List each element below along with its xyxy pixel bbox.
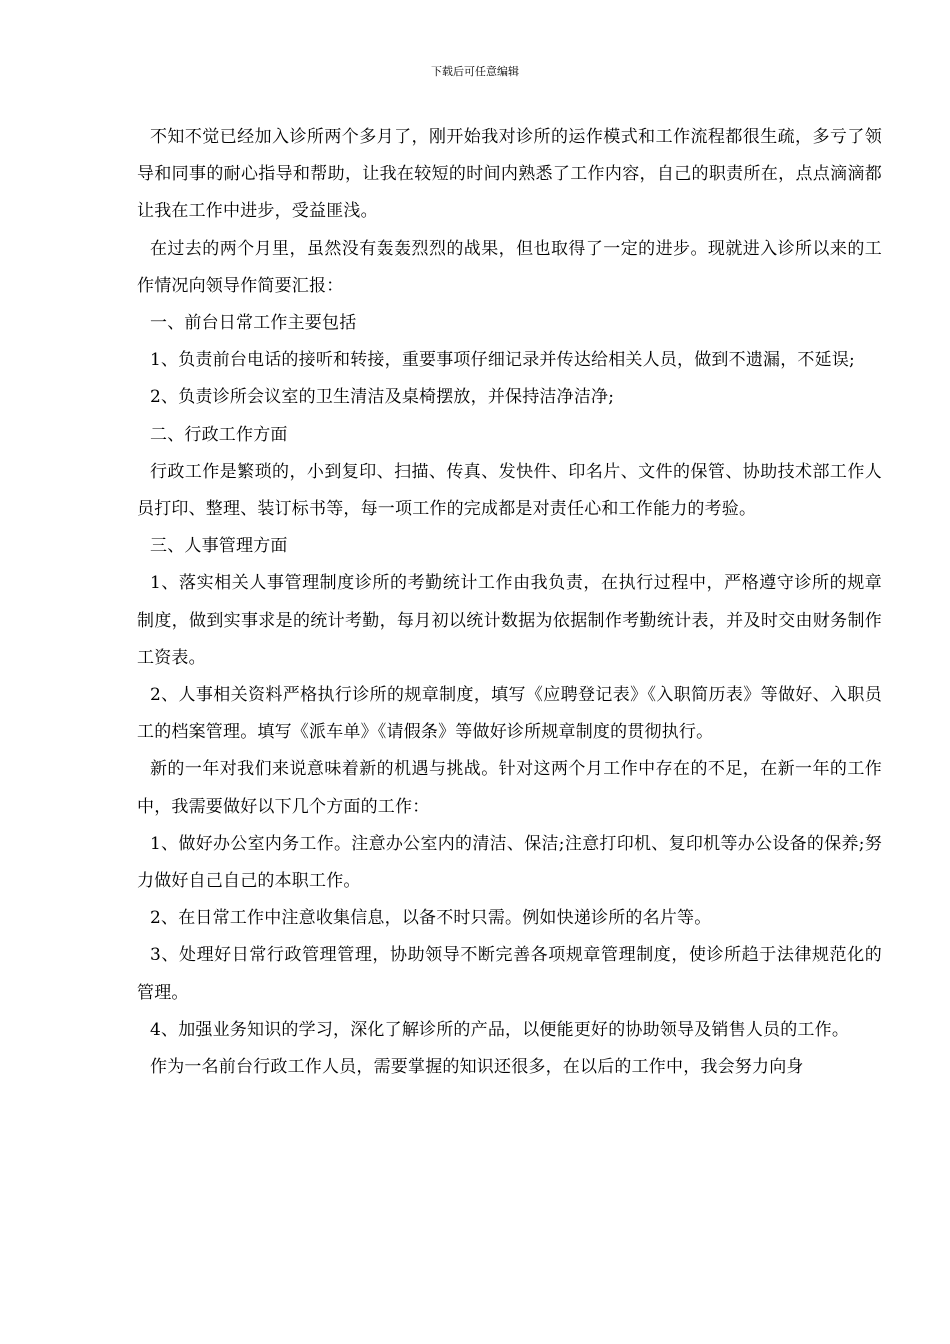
page-header: 下载后可任意编辑 (431, 65, 519, 78)
list-item: 3、处理好日常行政管理管理，协助领导不断完善各项规章管理制度，使诊所趋于法律规范化的管理。 (137, 945, 882, 1003)
paragraph-admin: 行政工作是繁琐的，小到复印、扫描、传真、发快件、印名片、文件的保管、协助技术部工作人员打印、整理、装订标书等，每一项工作的完成都是对责任心和工作能力的考验。 (137, 461, 882, 520)
paragraph-summary: 在过去的两个月里，虽然没有轰轰烈烈的战果，但也取得了一定的进步。现就进入诊所以来的工作情况向领导作简要汇报： (137, 238, 882, 296)
section-heading-front-desk: 一、前台日常工作主要包括 (150, 313, 357, 334)
section-heading-admin: 二、行政工作方面 (150, 424, 288, 445)
list-item: 1、负责前台电话的接听和转接，重要事项仔细记录并传达给相关人员，做到不遗漏，不延误; (150, 350, 855, 371)
paragraph-closing: 作为一名前台行政工作人员，需要掌握的知识还很多，在以后的工作中，我会努力向身 (150, 1057, 804, 1078)
list-item: 4、加强业务知识的学习，深化了解诊所的产品，以便能更好的协助领导及销售人员的工作。 (150, 1019, 850, 1040)
document-body (137, 119, 882, 1086)
paragraph-new-year: 新的一年对我们来说意味着新的机遇与挑战。针对这两个月工作中存在的不足，在新一年的工作中，我需要做好以下几个方面的工作： (137, 759, 882, 817)
list-item: 1、落实相关人事管理制度诊所的考勤统计工作由我负责，在执行过程中，严格遵守诊所的规章制度，做到实事求是的统计考勤，每月初以统计数据为依据制作考勤统计表，并及时交由财务制作工资表。 (137, 573, 882, 668)
paragraph-intro: 不知不觉已经加入诊所两个多月了，刚开始我对诊所的运作模式和工作流程都很生疏，多亏了领导和同事的耐心指导和帮助，让我在较短的时间内熟悉了工作内容，自己的职责所在，点点滴滴都让我在工作中进步，受益匪浅。 (137, 127, 882, 222)
section-heading-hr: 三、人事管理方面 (150, 536, 288, 557)
list-item: 2、负责诊所会议室的卫生清洁及桌椅摆放，并保持洁净洁净; (150, 387, 615, 408)
list-item: 2、在日常工作中注意收集信息，以备不时只需。例如快递诊所的名片等。 (150, 908, 712, 929)
list-item: 1、做好办公室内务工作。注意办公室内的清洁、保洁;注意打印机、复印机等办公设备的保养;努力做好自己自己的本职工作。 (137, 833, 882, 892)
list-item: 2、人事相关资料严格执行诊所的规章制度，填写《应聘登记表》《入职简历表》等做好、入职员工的档案管理。填写《派车单》《请假条》等做好诊所规章制度的贯彻执行。 (137, 685, 882, 743)
